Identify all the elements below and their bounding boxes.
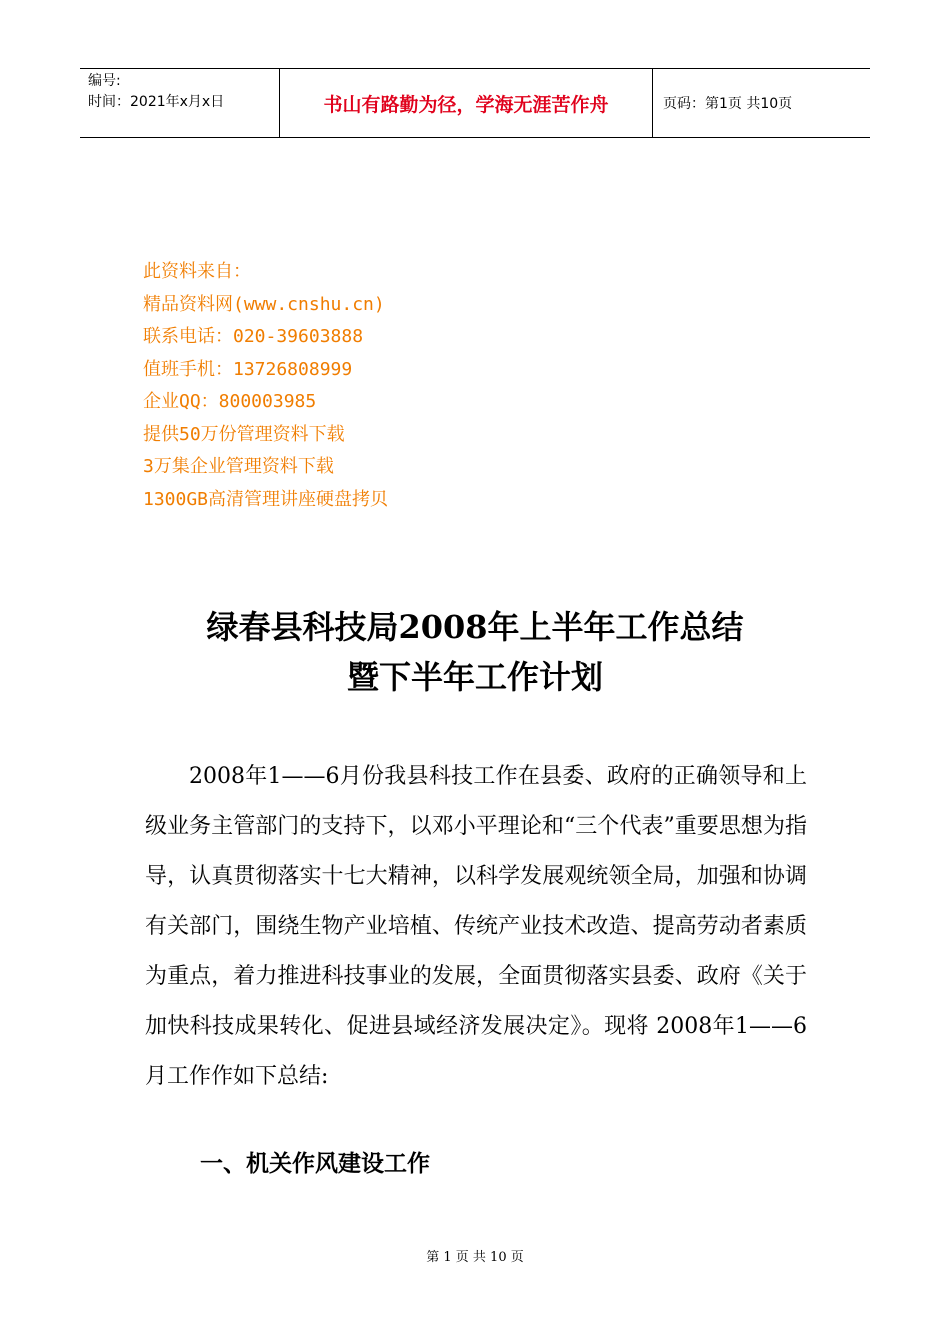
code-label: 编号: <box>88 73 121 89</box>
date-label: 时间：2021年x月x日 <box>88 94 225 110</box>
source-line: 企业QQ：800003985 <box>143 391 317 412</box>
intro-paragraph: 2008年1——6月份我县科技工作在县委、政府的正确领导和上级业务主管部门的支持下，以邓小平理论和“三个代表”重要思想为指导，认真贯彻落实十七大精神，以科学发展观统领全局，加强和协调有关部门，围绕生物产业培植、传统产业技术改造、提高劳动者素质为重点，着力推进科技事业的发展，全面贯彻落实县委、政府《关于加快科技成果转化、促进县域经济发展决定》。现将 2008年1——6月工作作如下总结: <box>145 764 807 1089</box>
source-info-block <box>143 256 388 516</box>
section-heading: 一、机关作风建设工作 <box>200 1150 430 1177</box>
document-subtitle: 暨下半年工作计划 <box>346 658 603 696</box>
page-footer: 第 1 页 共 10 页 <box>426 1250 524 1265</box>
source-line: 提供50万份管理资料下载 <box>143 423 345 445</box>
header-meta <box>80 69 280 137</box>
document-body <box>145 752 807 1102</box>
source-line: 联系电话：020-39603888 <box>143 326 364 347</box>
header-page-info: 页码：第1页 共10页 <box>663 96 793 112</box>
source-line: 值班手机：13726808999 <box>143 358 353 380</box>
source-line: 1300GB高清管理讲座硬盘拷贝 <box>143 488 389 510</box>
page-header <box>80 68 870 138</box>
document-title: 绿春县科技局2008年上半年工作总结 <box>206 608 744 646</box>
source-line: 此资料来自： <box>143 261 251 282</box>
source-line: 3万集企业管理资料下载 <box>143 456 334 477</box>
header-motto: 书山有路勤为径，学海无涯苦作舟 <box>280 69 653 137</box>
source-line[interactable]: 精品资料网(www.cnshu.cn) <box>143 293 385 315</box>
